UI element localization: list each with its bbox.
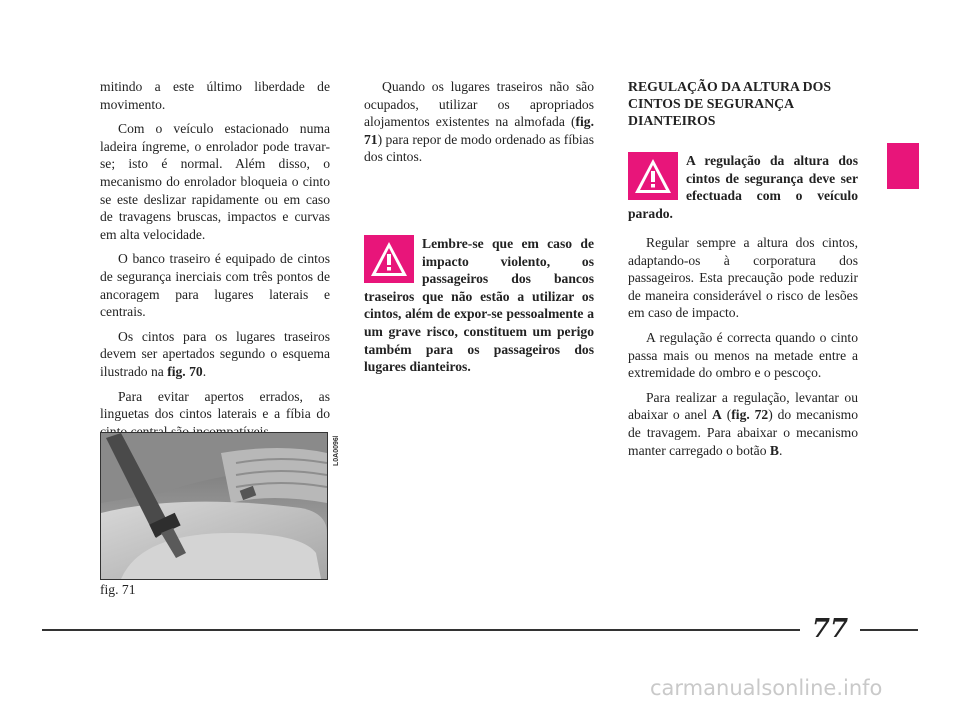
warning-box [628, 152, 858, 222]
paragraph: mitindo a este último liberdade de movimento. [100, 79, 330, 112]
warning-triangle-icon [633, 156, 673, 196]
paragraph [364, 78, 594, 166]
figure-caption: fig. 71 [100, 582, 136, 597]
column-1 [100, 78, 330, 447]
warning-text: Lembre-se que em caso de impacto violento, os passageiros dos bancos traseiros que não estão a utilizar os cintos, além de expor-se pessoalmente a um grave risco, constituem um perigo também para os passageiros dos lugares dianteiros. [364, 236, 594, 375]
section-tab-marker [887, 143, 919, 189]
part-label: A [712, 407, 722, 423]
footer-rule [860, 629, 918, 631]
paragraph: Regular sempre a altura dos cintos, adaptando-os à corporatura dos passageiros. Esta precaução pode reduzir de maneira considerável o risco de lesões em caso de impacto. [628, 235, 858, 321]
warning-text: A regulação da altura dos cintos de segurança deve ser efectuada com o veículo parado. [628, 153, 858, 221]
rear-seat-illustration [101, 433, 327, 579]
figure-reference: fig. 71 [364, 114, 594, 147]
text-span: . [202, 363, 207, 379]
section-heading: REGULAÇÃO DA ALTURA DOS CINTOS DE SEGURANÇA DIANTEIROS [628, 79, 832, 128]
paragraph [100, 328, 330, 381]
paragraph: Com o veículo estacionado numa ladeira íngreme, o enrolador pode travar-se; isto é normal. Além disso, o mecanismo do enrolador bloqueia o cinto se este deslizar rapidamente ou em caso de travagens bruscas, impactos e curvas em alta velocidade. [100, 121, 330, 242]
column-3 [628, 78, 858, 136]
watermark-text: carmanualsonline.info [650, 676, 883, 700]
part-label: B [769, 442, 779, 458]
seatbelt-figure-image [100, 432, 328, 580]
column-3-body [628, 234, 858, 466]
text-span: . [779, 442, 783, 458]
figure-code-label [330, 436, 340, 466]
text-span: ) do mecanismo de travagem. Para abaixar o mecanismo manter carregado o botão [628, 407, 858, 458]
warning-icon-background [364, 235, 414, 283]
figure-code-text: L0A0096b [333, 436, 340, 466]
paragraph: O banco traseiro é equipado de cintos de segurança inerciais com três pontos de ancoragem para lugares laterais e centrais. [100, 251, 330, 320]
paragraph [628, 389, 858, 459]
figure-code-svg [330, 436, 340, 466]
footer-rule [42, 629, 800, 631]
text-span: Os cintos para os lugares traseiros devem ser apertados segundo o esquema ilustrado na [100, 328, 330, 379]
text-span: Para realizar a regulação, levantar ou abaixar o anel [628, 389, 858, 423]
paragraph: Para evitar apertos errados, as linguetas dos cintos laterais e a fíbia do [100, 388, 330, 422]
warning-icon-background [628, 152, 678, 200]
warning-triangle-icon [369, 239, 409, 279]
text-span: ( [721, 407, 732, 423]
figure-reference: fig. 70 [167, 363, 203, 379]
text-span: Quando os lugares traseiros não são ocupados, utilizar os apropriados alojamentos existentes na almofada ( [364, 79, 594, 130]
column-2 [364, 78, 594, 173]
figure-reference: fig. 72 [731, 407, 769, 423]
warning-box [364, 235, 594, 376]
page-number: 77 [811, 614, 849, 644]
paragraph: A regulação é correcta quando o cinto passa mais ou menos na metade entre a extremidade do ombro e o pescoço. [628, 329, 858, 381]
text-span: ) para repor de modo ordenado as fíbias dos cintos. [364, 131, 594, 165]
